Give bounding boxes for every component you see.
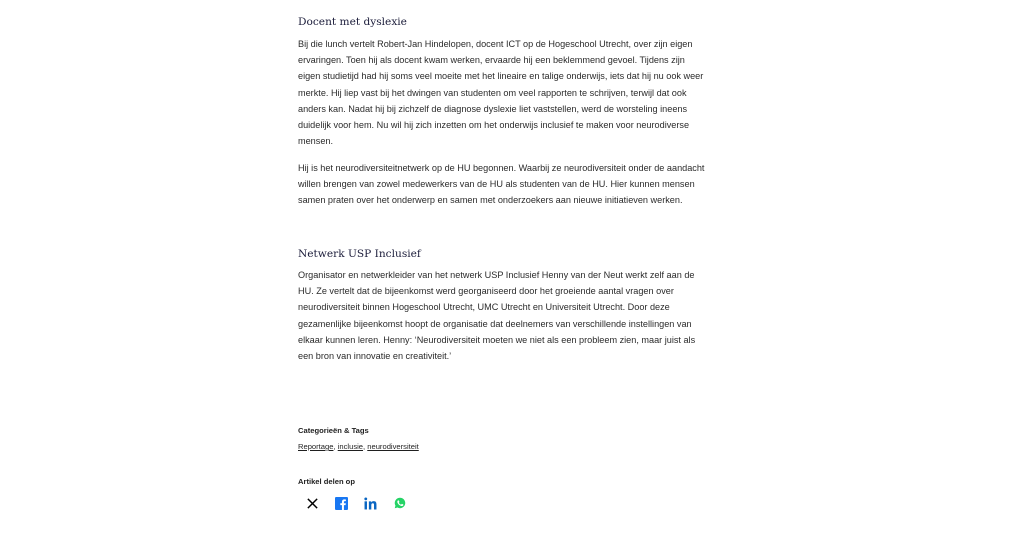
tag-separator: , — [333, 442, 338, 451]
share-whatsapp-button[interactable] — [385, 495, 414, 511]
paragraph-docent-1: Bij die lunch vertelt Robert-Jan Hindelopen, docent ICT op de Hogeschool Utrecht, over zijn eigen ervaringen. Toen hij als docent kwam werken, ervaarde hij een beklemmend gevoel. Tijdens zijn eigen studietijd had hij soms veel moeite met het lineaire en talige onderwijs, iets dat hij nu ook weer merkte. Hij liep vast bij het dwingen van studenten om veel rapporten te schrijven, terwijl dat ook anders kan. Nadat hij bij zichzelf de diagnose dyslexie liet vaststellen, werd de worsteling ineens duidelijk voor hem. Nu wil hij zich inzetten om het onderwijs inclusief te maken voor neurodiverse mensen. — [298, 39, 704, 147]
tag-link-reportage[interactable]: Reportage — [298, 442, 334, 451]
tag-link-inclusie[interactable]: inclusie — [337, 442, 364, 451]
x-icon — [307, 498, 318, 509]
share-title: Artikel delen op — [298, 477, 355, 486]
share-x-button[interactable] — [298, 495, 327, 511]
share-linkedin-button[interactable] — [356, 495, 385, 511]
tag-link-neurodiversiteit[interactable]: neurodiversiteit — [367, 442, 419, 451]
section-heading-usp: Netwerk USP Inclusief — [298, 248, 421, 260]
share-facebook-button[interactable] — [327, 495, 356, 511]
tags-title: Categorieën & Tags — [298, 426, 369, 435]
tags-list — [298, 442, 419, 451]
paragraph-usp-1: Organisator en netwerkleider van het netwerk USP Inclusief Henny van der Neut werkt zelf aan de HU. Ze vertelt dat de bijeenkomst werd georganiseerd door het groeiende aantal vragen over neurodiversiteit binnen Hogeschool Utrecht, UMC Utrecht en Universiteit Utrecht. Door deze gezamenlijke bijeenkomst hoopt de organisatie dat deelnemers van verschillende instellingen van elkaar kunnen leren. Henny: ‘Neurodiversiteit moeten we niet als een probleem zien, maar juist als een bron van innovatie en creativiteit.’ — [298, 270, 696, 362]
section-heading-docent: Docent met dyslexie — [298, 16, 407, 28]
share-buttons — [298, 495, 414, 511]
linkedin-icon — [364, 497, 377, 510]
paragraph-docent-2: Hij is het neurodiversiteitnetwerk op de HU begonnen. Waarbij ze neurodiversiteit onder de aandacht willen brengen van zowel medewerkers van de HU als studenten van de HU. Hier kunnen mensen samen praten over het onderwerp en samen met onderzoekers aan nieuwe initiatieven werken. — [298, 163, 705, 206]
facebook-icon — [335, 497, 348, 510]
whatsapp-icon — [394, 497, 406, 509]
tag-separator: , — [363, 442, 368, 451]
